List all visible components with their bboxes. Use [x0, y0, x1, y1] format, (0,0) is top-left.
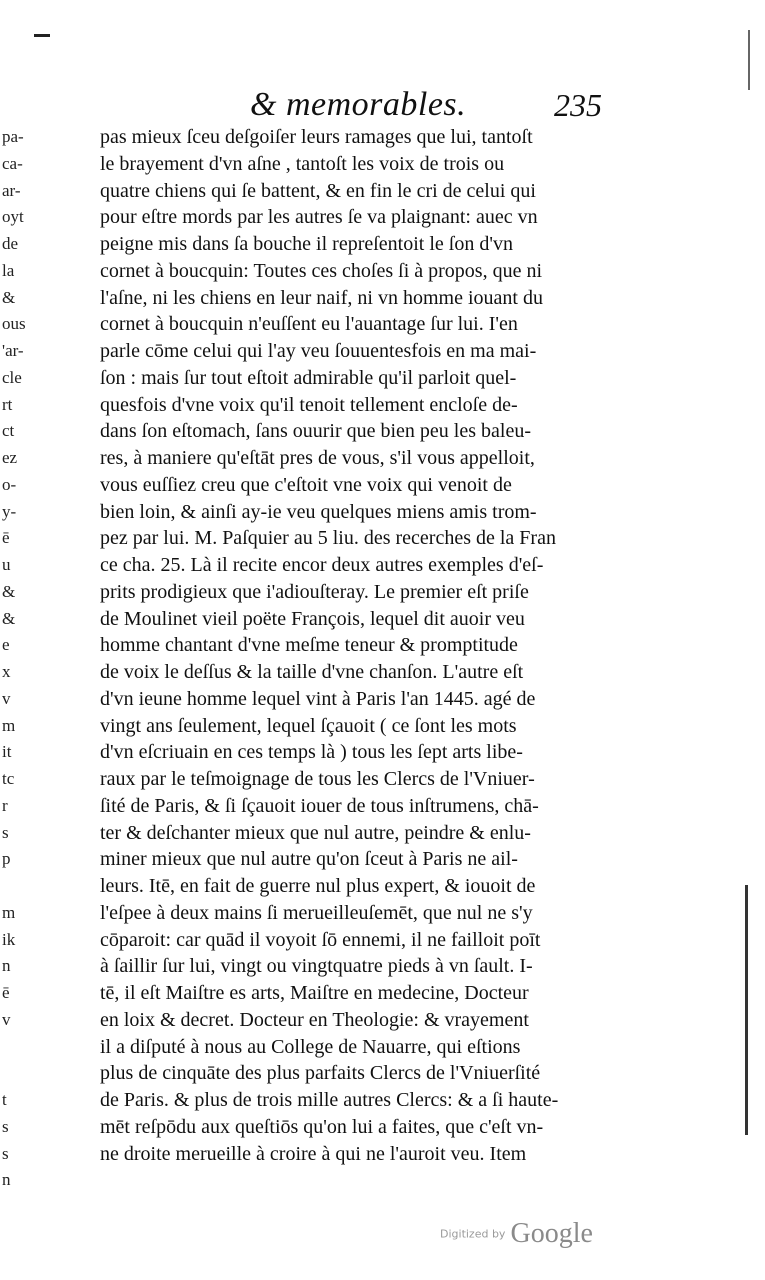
text-line: vous euſſiez creu que c'eſtoit vne voix qui venoit de — [100, 473, 512, 496]
margin-note: ct — [2, 421, 15, 441]
margin-note: u — [2, 555, 11, 574]
margin-note: ez — [2, 448, 18, 467]
text-line: cōparoit: car quād il voyoit ſō ennemi, il ne failloit poīt — [100, 928, 541, 951]
text-line: vingt ans ſeulement, lequel ſçauoit ( ce ſont les mots — [100, 714, 517, 737]
margin-note: n — [2, 1170, 11, 1190]
margin-note: x — [2, 662, 11, 681]
text-line: prits prodigieux que i'adiouſteray. Le premier eſt priſe — [100, 580, 529, 603]
text-line: tē, il eſt Maiſtre es arts, Maiſtre en medecine, Docteur — [100, 982, 529, 1004]
binding-shadow — [745, 885, 748, 1135]
text-line: ſon : mais ſur tout eſtoit admirable qu'il parloit quel- — [100, 366, 517, 389]
margin-note: ca- — [2, 153, 23, 173]
text-line: l'eſpee à deux mains ſi merueilleuſemēt, que nul ne s'y — [100, 901, 533, 924]
margin-note: o- — [2, 474, 17, 494]
text-line: ne droite merueille à croire à qui ne l'auroit veu. Item — [100, 1142, 527, 1165]
page-number: 235 — [554, 87, 602, 123]
margin-note: oyt — [2, 207, 24, 227]
text-line: à ſaillir ſur lui, vingt ou vingtquatre pieds à vn ſault. I- — [100, 955, 533, 978]
facing-page-margin-notes — [2, 124, 38, 1194]
margin-note — [2, 873, 38, 900]
margin-note: ar- — [2, 180, 21, 200]
running-header — [230, 85, 610, 129]
text-line: quesfois d'vne voix qu'il tenoit tellement encloſe de- — [100, 393, 518, 416]
text-line: leurs. Itē, en fait de guerre nul plus expert, & iouoit de — [100, 875, 536, 897]
margin-note: m — [2, 715, 16, 735]
margin-note: la — [2, 260, 15, 280]
text-line: d'vn ieune homme lequel vint à Paris l'an 1445. agé de — [100, 687, 536, 710]
margin-note: s — [2, 1116, 9, 1136]
text-line: l'aſne, ni les chiens en leur naif, ni vn homme iouant du — [100, 286, 543, 309]
margin-note: v — [2, 688, 11, 708]
text-line: d'vn eſcriuain en ces temps là ) tous les ſept arts libe- — [100, 741, 523, 764]
text-line: pez par lui. M. Paſquier au 5 liu. des recerches de la Fran — [100, 527, 556, 550]
margin-note: & — [2, 581, 16, 601]
text-line: cornet à boucquin n'euſſent eu l'auantage ſur lui. I'en — [100, 313, 518, 336]
text-line: mēt reſpōdu aux queſtiōs qu'on lui a faites, que c'eſt vn- — [100, 1115, 544, 1138]
body-text-block — [100, 124, 605, 1167]
text-line: dans ſon eſtomach, ſans ouurir que bien peu les baleu- — [100, 420, 531, 443]
margin-note: ik — [2, 929, 16, 949]
margin-note: ē — [2, 983, 10, 1002]
margin-note: n — [2, 956, 11, 976]
text-line: peigne mis dans ſa bouche il repreſentoit le ſon d'vn — [100, 233, 513, 255]
margin-note: m — [2, 902, 16, 922]
text-line: raux par le teſmoignage de tous les Clercs de l'Vniuer- — [100, 768, 535, 790]
text-line: de voix le deſſus & la taille d'vne chanſon. L'autre eſt — [100, 661, 524, 683]
margin-note: rt — [2, 394, 13, 414]
margin-note: cle — [2, 367, 22, 387]
margin-note: y- — [2, 501, 17, 521]
margin-note: de — [2, 234, 19, 253]
text-line: bien loin, & ainſi ay-ie veu quelques miens amis trom- — [100, 500, 537, 523]
text-line: plus de cinquāte des plus parfaits Clercs de l'Vniuerſité — [100, 1062, 541, 1085]
text-line: de Moulinet vieil poëte François, lequel dit auoir veu — [100, 607, 525, 630]
text-line: pas mieux ſceu deſgoiſer leurs ramages que lui, tantoſt — [100, 126, 533, 148]
text-line: homme chantant d'vne meſme teneur & promptitude — [100, 634, 518, 657]
text-line: quatre chiens qui ſe battent, & en fin le cri de celui qui — [100, 179, 536, 202]
margin-note: ous — [2, 314, 26, 334]
margin-note: pa- — [2, 127, 24, 146]
margin-note: r — [2, 795, 8, 815]
text-line: parle cōme celui qui l'ay veu ſouuentesfois en ma mai- — [100, 340, 537, 362]
margin-note: t — [2, 1090, 7, 1109]
text-line: res, à maniere qu'eſtāt pres de vous, s'il vous appelloit, — [100, 447, 535, 469]
text-line: ter & deſchanter mieux que nul autre, peindre & enlu- — [100, 821, 531, 844]
text-line: ce cha. 25. Là il recite encor deux autres exemples d'eſ- — [100, 554, 544, 576]
margin-note: & — [2, 608, 16, 628]
digitized-watermark — [440, 1218, 593, 1258]
margin-note: 'ar- — [2, 341, 24, 360]
margin-note: e — [2, 635, 10, 655]
corner-ink-mark — [34, 34, 50, 37]
margin-note: tc — [2, 769, 15, 788]
margin-note: s — [2, 822, 9, 842]
text-line: en loix & decret. Docteur en Theologie: & vrayement — [100, 1008, 529, 1031]
text-line: il a diſputé à nous au College de Nauarre, qui eſtions — [100, 1035, 521, 1058]
binding-shadow-top — [748, 30, 750, 90]
margin-note: it — [2, 742, 12, 762]
margin-note: s — [2, 1143, 9, 1163]
text-line: ſité de Paris, & ſi ſçauoit iouer de tous inſtrumens, chā- — [100, 794, 539, 817]
text-line: miner mieux que nul autre qu'on ſceut à Paris ne ail- — [100, 848, 518, 871]
text-line: cornet à boucquin: Toutes ces choſes ſi à propos, que ni — [100, 259, 543, 282]
margin-note: ē — [2, 528, 10, 548]
text-line: de Paris. & plus de trois mille autres Clercs: & a ſi haute- — [100, 1089, 559, 1111]
header-title: & memorables. — [250, 86, 467, 123]
margin-note — [2, 1060, 38, 1087]
margin-note: p — [2, 849, 11, 869]
google-logo: Google — [510, 1218, 593, 1249]
watermark-prefix: Digitized by — [440, 1227, 506, 1241]
text-line: le brayement d'vn aſne , tantoſt les voix de trois ou — [100, 152, 505, 175]
text-line: pour eſtre mords par les autres ſe va plaignant: auec vn — [100, 206, 538, 229]
margin-note: & — [2, 287, 16, 307]
margin-note — [2, 1034, 38, 1061]
margin-note: v — [2, 1009, 11, 1029]
